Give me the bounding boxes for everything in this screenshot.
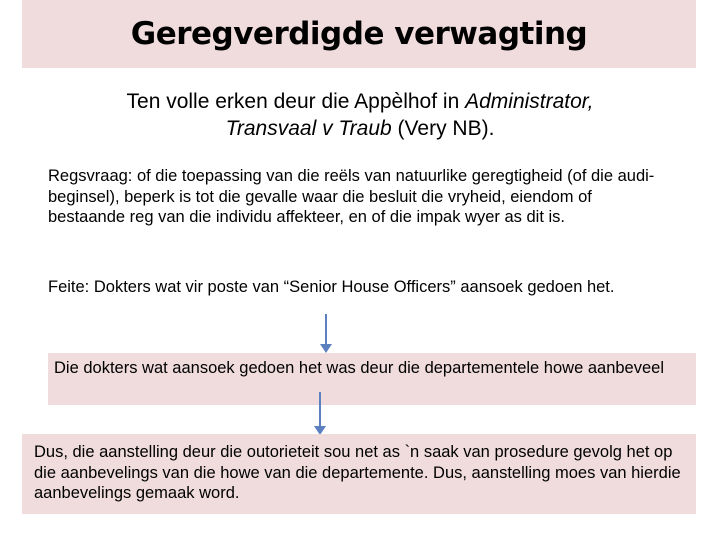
subtitle-line1-prefix: Ten volle erken deur die Appèlhof in — [126, 90, 466, 113]
conclusion-box: Dus, die aanstelling deur die outorieteit sou net as `n saak van prosedure gevolg het op die aanbevelings van die howe van die departemente. Dus, aanstelling moes van hierdie aanbevelings gemaak word. — [22, 434, 696, 514]
subtitle-line2-suffix: (Very NB). — [391, 117, 495, 140]
arrow-down-icon — [312, 392, 328, 436]
slide-title: Geregverdigde verwagting — [130, 16, 588, 52]
subtitle-line1-italic: Administrator, — [465, 90, 594, 113]
arrow-down-icon — [318, 314, 334, 354]
regsvraag-paragraph: Regsvraag: of die toepassing van die reëls van natuurlike geregtigheid (of die audi-beginsel), beperk is tot die gevalle waar die besluit die vryheid, eiendom of bestaande reg van die individu affekteer, en of die impak wyer as dit is. — [48, 167, 655, 226]
recommendation-box: Die dokters wat aansoek gedoen het was deur die departementele howe aanbeveel — [48, 353, 696, 405]
title-banner — [22, 0, 696, 68]
subtitle-line2-italic: Transvaal v Traub — [225, 117, 392, 140]
feite-paragraph: Feite: Dokters wat vir poste van “Senior House Officers” aansoek gedoen het. — [48, 278, 615, 296]
slide-subtitle — [30, 88, 690, 142]
